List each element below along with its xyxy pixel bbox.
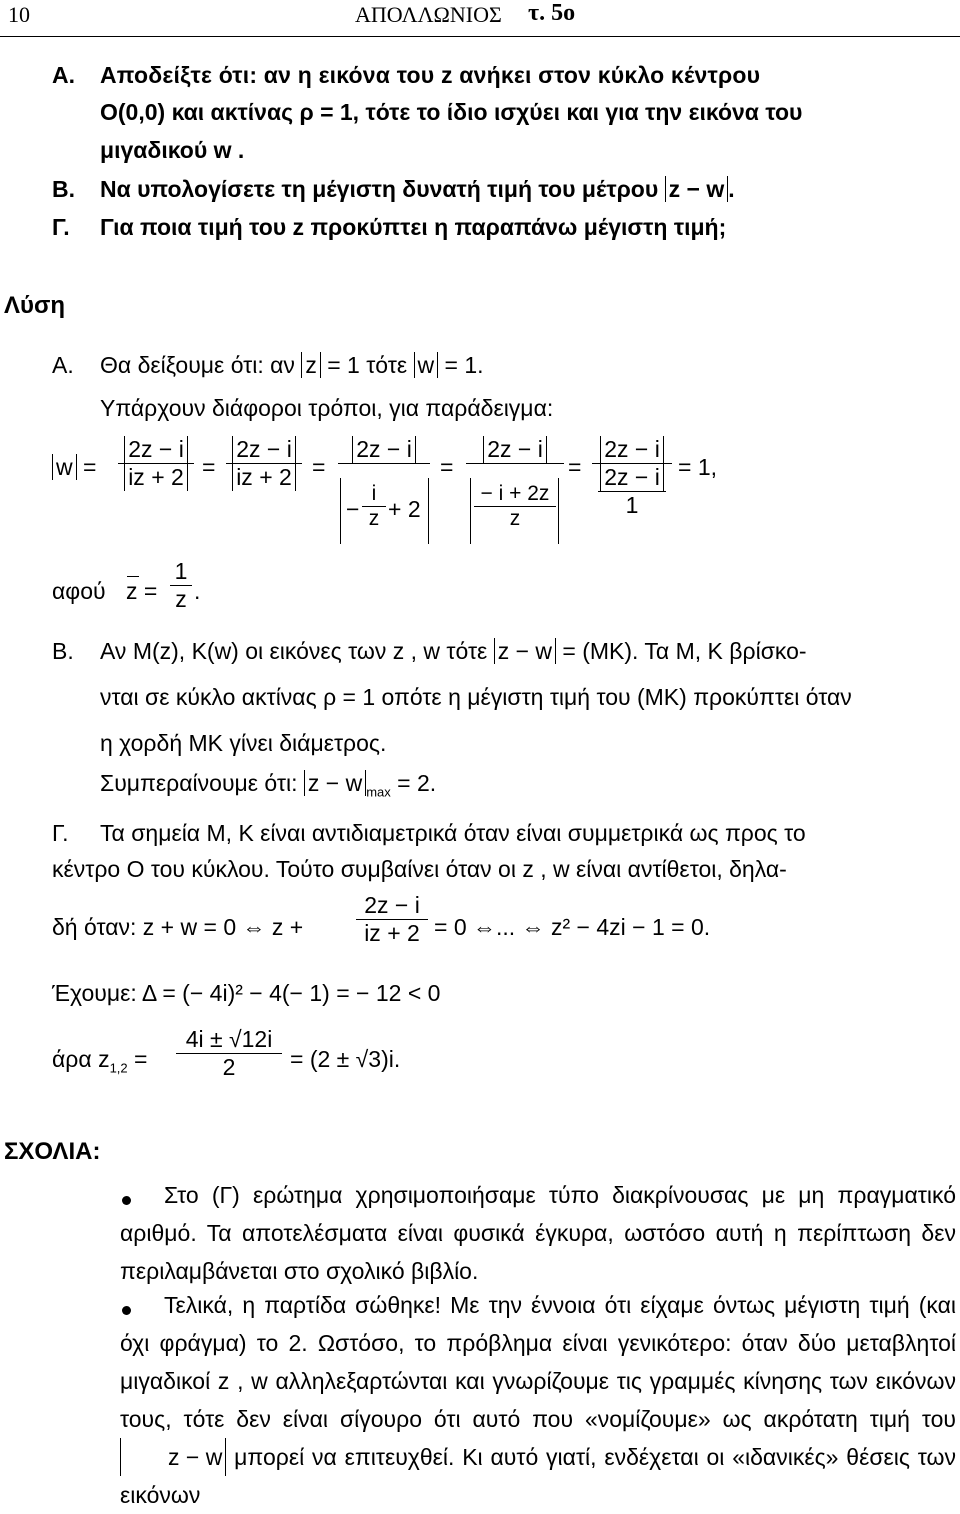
page-number: 10 [8,2,30,27]
issue-number: τ. 5ο [528,0,576,26]
solution-g-roots-b: = (2 ± √3)i. [290,1046,401,1072]
eq-frac-4-inner: − i + 2z z [474,482,556,531]
solution-b-conclusion: Συμπεραίνουμε ότι: z − w $_{max}$ = 2. [100,770,437,800]
eq-frac-4: 2z − i [466,436,564,464]
solution-methods: Υπάρχουν διάφοροι τρόποι, για παράδειγμα: [100,395,554,421]
since-label: αφού [52,578,106,604]
solution-a-label: Α. [52,352,74,378]
problem-b-text: Να υπολογίσετε τη μέγιστη δυνατή τιμή του μέτρου z − w . [100,176,735,202]
eq-sign-3: = [312,454,326,480]
solution-g-roots-frac: 4i ± √12i 2 [176,1026,282,1081]
running-title: ΑΠΟΛΛΩΝΙΟΣ [355,2,502,27]
since-end: . [194,578,201,604]
eq-sign-2: = [202,454,216,480]
eq-frac-3-inner: i z [362,482,386,531]
eq-frac-3-plus: + 2 [388,496,421,522]
problem-g-text: Για ποια τιμή του z προκύπτει η παραπάνω μέγιστη τιμή; [100,214,727,240]
since-frac: 1 z [170,558,192,613]
since-lhs: z = [126,578,158,604]
solution-g-line2: κέντρο Ο του κύκλου. Τούτο συμβαίνει όταν οι z , w είναι αντίθετοι, δηλα- [52,856,787,882]
solution-g-label: Γ. [52,820,69,846]
solution-g-line3a: δή όταν: z + w = 0 ⇔ z + [52,914,304,940]
comment-item-1: Στο (Γ) ερώτημα χρησιμοποιήσαμε τύπο διακρίνουσας με μη πραγματικό αριθμό. Τα αποτελέσματα είναι φυσικά έγκυρα, ωστόσο αυτή η περίπτωση δεν περιλαμβάνεται στο σχολικό βιβλίο. [120,1182,956,1284]
eq-result: = 1, [678,454,718,480]
solution-heading: Λύση [4,292,66,319]
solution-g-roots-a: άρα $z_{1,2}$ = [52,1046,148,1076]
problem-a-line1: Αποδείξτε ότι: αν η εικόνα του z ανήκει στον κύκλο κέντρου [100,62,761,88]
eq-lhs: w = [52,454,96,480]
solution-b-line2: νται σε κύκλο ακτίνας ρ = 1 οπότε η μέγιστη τιμή του (ΜΚ) προκύπτει όταν [100,684,852,710]
problem-a-label: Α. [52,62,75,88]
comment-item-2: Τελικά, η παρτίδα σώθηκε! Με την έννοια ότι είχαμε όντως μέγιστη τιμή (και όχι φράγμα) το 2. Ωστόσο, το πρόβλημα είναι γενικότερο: όταν δύο μεταβλητοί μιγαδικοί z , w αλληλεξαρτώνται και γνωρίζουμε τις γραμμές κίνησης των εικόνων τους, τότε δεν είναι σίγουρο ότι αυτό που «νομίζουμε» ως ακρότατη τιμή του z − w μπορεί να επιτευχθεί. Κι αυτό γιατί, ενδέχεται οι «ιδανικές» θέσεις των εικόνων [120,1292,957,1508]
solution-b-label: Β. [52,638,74,664]
solution-g-frac: 2z − i iz + 2 [356,892,428,947]
solution-b-line1: Αν Μ(z), Κ(w) οι εικόνες των z , w τότε z − w = (ΜΚ). Τα Μ, Κ βρίσκο- [100,638,807,664]
eq-frac-3-absright [428,478,429,544]
solution-g-delta: Έχουμε: Δ = (− 4i)² − 4(− 1) = − 12 < 0 [52,980,441,1006]
eq-frac-3-minus: − [346,496,360,522]
solution-a-statement: Θα δείξουμε ότι: αν z = 1 τότε w = 1. [100,352,484,378]
eq-sign-4: = [440,454,454,480]
abs-z-minus-w: z − w [665,176,729,202]
eq-frac-1: 2z − i iz + 2 [118,436,194,491]
comments-heading: ΣΧΟΛΙΑ: [4,1138,101,1165]
problem-b-label: Β. [52,176,75,202]
solution-g-line3b: = 0 ⇔... ⇔ z² − 4zi − 1 = 0. [434,914,711,940]
eq-frac-5: 2z − i 2z − i 1 [592,436,672,519]
eq-frac-3-absleft [340,478,341,544]
problem-a-line3: μιγαδικού w . [100,137,245,163]
eq-frac-4-absleft [470,478,471,544]
problem-a-line2: Ο(0,0) και ακτίνας ρ = 1, τότε το ίδιο ισχύει και για την εικόνα του [100,99,803,125]
problem-g-label: Γ. [52,214,70,240]
eq-frac-4-absright [558,478,559,544]
solution-b-line3: η χορδή ΜΚ γίνει διάμετρος. [100,730,387,756]
header-rule [0,36,960,37]
solution-g-line1: Τα σημεία Μ, Κ είναι αντιδιαμετρικά όταν είναι συμμετρικά ως προς το [100,820,806,846]
eq-sign-5: = [568,454,582,480]
eq-frac-3: 2z − i [338,436,430,464]
eq-frac-2: 2z − i iz + 2 [226,436,302,491]
